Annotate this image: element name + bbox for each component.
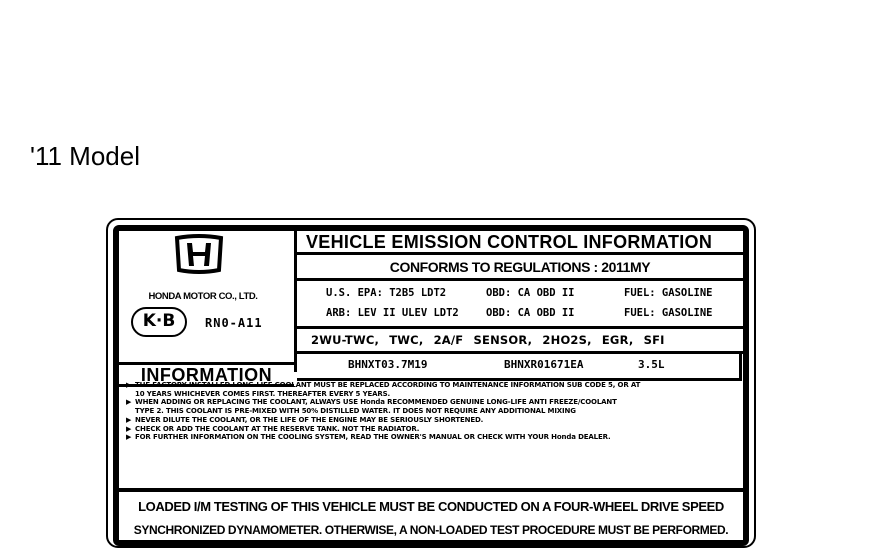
coolant-notes bbox=[126, 381, 735, 486]
obd-cell: OBD: CA OBD II bbox=[486, 307, 575, 319]
certification-table bbox=[297, 281, 743, 329]
label-frame bbox=[113, 225, 749, 546]
emission-components: 2WU-TWC, TWC, 2A/F SENSOR, 2HO2S, EGR, SFI bbox=[297, 329, 743, 354]
standard-cell: ARB: LEV II ULEV LDT2 bbox=[326, 307, 459, 319]
note-item: ▶ NEVER DILUTE THE COOLANT, OR THE LIFE OF THE ENGINE MAY BE SERIOUSLY SHORTENED. bbox=[126, 416, 735, 425]
manufacturer-panel bbox=[119, 231, 297, 372]
certification-row-arb bbox=[297, 307, 743, 325]
label-title: VEHICLE EMISSION CONTROL INFORMATION bbox=[297, 231, 743, 255]
evap-family: BHNXR01671EA bbox=[504, 358, 584, 371]
certification-row-epa bbox=[297, 287, 743, 305]
fuel-cell: FUEL: GASOLINE bbox=[624, 287, 713, 299]
kb-mark-badge: K·B bbox=[131, 307, 187, 337]
emission-control-label bbox=[106, 218, 756, 548]
im-testing-notice-line2: SYNCHRONIZED DYNAMOMETER. OTHERWISE, A NON-LOADED TEST PROCEDURE MUST BE PERFORMED. bbox=[133, 523, 729, 537]
im-testing-notice: LOADED I/M TESTING OF THIS VEHICLE MUST BE CONDUCTED ON A FOUR-WHEEL DRIVE SPEED bbox=[138, 499, 724, 514]
displacement: 3.5L bbox=[638, 358, 665, 371]
note-item: ▶ THE FACTORY INSTALLED LONG-LIFE COOLANT MUST BE REPLACED ACCORDING TO MAINTENANCE INFORMATION SUB CODE 5, OR AT 10 YEARS WHICHEVER COMES FIRST. THEREAFTER EVERY 5 YEARS. bbox=[126, 381, 735, 398]
manufacturer-name: HONDA MOTOR CO., LTD. bbox=[148, 291, 258, 302]
note-item: ▶ FOR FURTHER INFORMATION ON THE COOLING SYSTEM, READ THE OWNER'S MANUAL OR CHECK WITH YOUR Honda DEALER. bbox=[126, 433, 735, 442]
label-part-code: RN0-A11 bbox=[205, 316, 263, 330]
note-item: ▶ WHEN ADDING OR REPLACING THE COOLANT, ALWAYS USE Honda RECOMMENDED GENUINE LONG-LIFE ANTI FREEZE/COOLANT TYPE 2. THIS COOLANT IS PRE-MIXED WITH 50% DISTILLED WATER. IT DOES NOT REQUIRE ANY ADDITIONAL MIXING bbox=[126, 398, 735, 415]
note-item: ▶ CHECK OR ADD THE COOLANT AT THE RESERVE TANK. NOT THE RADIATOR. bbox=[126, 425, 735, 434]
test-group: BHNXT03.7M19 bbox=[348, 358, 428, 371]
fuel-cell: FUEL: GASOLINE bbox=[624, 307, 713, 319]
section-divider bbox=[119, 488, 743, 492]
model-year-label: '11 Model bbox=[30, 141, 140, 171]
conforms-line: CONFORMS TO REGULATIONS : 2011MY bbox=[297, 255, 743, 281]
obd-cell: OBD: CA OBD II bbox=[486, 287, 575, 299]
information-heading: INFORMATION bbox=[119, 362, 294, 387]
honda-logo-icon bbox=[173, 234, 225, 274]
standard-cell: U.S. EPA: T2B5 LDT2 bbox=[326, 287, 447, 299]
engine-family-row bbox=[297, 354, 742, 378]
